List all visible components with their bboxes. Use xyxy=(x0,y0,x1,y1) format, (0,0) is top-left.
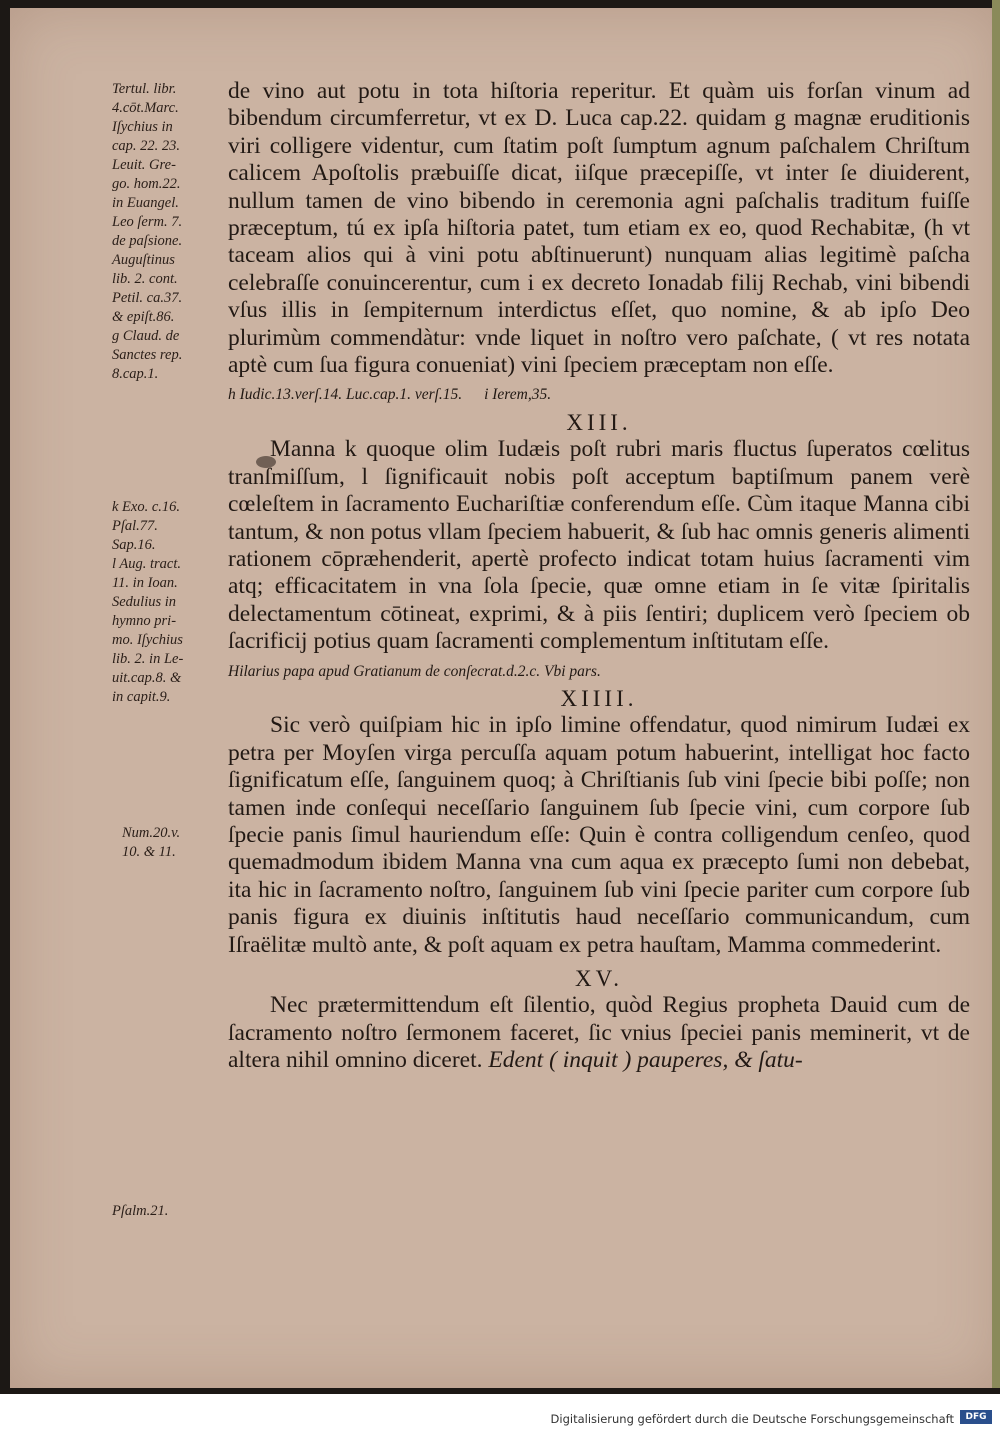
footnote-h-i xyxy=(228,381,970,408)
margin-note-4: Pſalm.21. xyxy=(112,1203,169,1219)
paragraph-3: Sic verò quiſpiam hic in ipſo limine offendatur, quod nimirum Iudæi ex petra per Moyſen virga percuſſa aquam potum habuerint, intelligat hoc facto ſignificatum eſſe, ſanguinem quoq; à Chriſtianis ſub vini ſpecie bibi poſſe; non tamen inde conſequi neceſſario ſanguinem ſub ſpecie vini, cum corpore ſub ſpecie panis ſimul hauriendum eſſe: Quin è contra colligendum cenſeo, quod quemadmodum ibidem Manna vna cum aqua ex præcepto ſumi non debebat, ita hic in ſacramento noſtro, ſanguinem ſub vini ſpecie pariter cum corpore ſub panis figura ex diuinis inſtitutis haud neceſſario communicandum, cum Iſraëlitæ multò ante, & poſt aquam ex petra hauſtam, Mamma commederint. xyxy=(228,712,970,958)
paragraph-2: Manna k quoque olim Iudæis poſt rubri maris fluctus ſuperatos cœlitus tranſmiſſum, l ſignificauit nobis poſt acceptum baptiſmum panem verè cœleſtem in ſacramento Euchariſtiæ conferendum eſſe. Cùm itaque Manna cibi tantum, & non potus vllam ſpeciem habuerit, & ſub hac omnis generis alimenti rationem cōpræhenderit, apertè profecto indicat totam huius ſacramenti vim atq; efficacitatem in vna ſola ſpecie, quæ omne etiam in ſe vitæ ſpiritalis delectamentum cōtineat, exprimi, & à piis ſentiri; duplicem verò ſpeciem ob ſacrificij potius quam ſacramenti complementum inſtitutam eſſe. xyxy=(228,436,970,655)
footnote-hilarius: Hilarius papa apud Gratianum de conſecrat.d.2.c. Vbi pars. xyxy=(228,662,601,680)
margin-note-1: Tertul. libr. 4.cōt.Marc. Iſychius in cap. 22. 23. Leuit. Gre- go. hom.22. in Euangel. Leo ſerm. 7. de paſsione. Auguſtinus lib. 2. cont. Petil. ca.37. & epiſt.86. g Claud. de Sanctes rep. 8.cap.1. xyxy=(112,81,183,382)
section-heading-15: XV. xyxy=(574,966,623,991)
paragraph-4-text: Nec prætermittendum eſt ſilentio, quòd Regius propheta Dauid cum de ſacramento noſtro ſermonem faceret, ſic vnius ſpeciei panis meminerit, vt de altera nihil omnino diceret. xyxy=(228,992,970,1074)
paragraph-1: de vino aut potu in tota hiſtoria reperitur. Et quàm uis forſan vinum ad bibendum circumferretur, vt ex D. Luca cap.22. quidam g magnæ eruditionis viri colligere videntur, cum ſtatim poſt ſumptum agnum paſchalem Chriſtum calicem Apoſtolis præbuiſſe dicat, iiſque præcepiſſe, vt inter ſe diuiderent, nullum tamen de vino bibendo in ceremonia agni paſchalis traditum fuiſſe præceptum, tú ex ipſa hiſtoria patet, tum etiam ex eo, quod Rechabitæ, (h vt taceam alios qui à vini potu abſtinuerunt) nunquam alias legitimè paſcha celebraſſe conuincerentur, cum i ex decreto Ionadab filij Rechab, vini bibendi vſus illis in ſempiternum interdictus eſſet, quo nomine, & ab ipſo Deo plurimùm commendàtur: vnde liquet in noſtro vero paſchate, ( vt res notata aptè cum ſua figura conueniat) vini ſpeciem præceptam non eſſe. xyxy=(228,78,970,379)
digitization-credit: Digitalisierung gefördert durch die Deutsche Forschungsgemeinschaft xyxy=(550,1412,954,1426)
page-edge xyxy=(992,0,1000,1388)
paragraph-4 xyxy=(228,992,970,1074)
margin-note-2: k Exo. c.16. Pſal.77. Sap.16. l Aug. tract. 11. in Ioan. Sedulius in hymno pri- mo. Iſychius lib. 2. in Le- uit.cap.8. & in capit.9. xyxy=(112,499,184,705)
section-heading-14: XIIII. xyxy=(560,685,638,711)
paragraph-4-quote: Edent ( inquit ) pauperes, & ſatu- xyxy=(488,1047,803,1074)
footnote-i: i Ierem,35. xyxy=(484,386,552,404)
main-text xyxy=(228,78,970,1075)
section-heading-13: XIII. xyxy=(566,409,632,435)
margin-note-3: Num.20.v. 10. & 11. xyxy=(122,825,181,860)
dfg-logo: DFG xyxy=(960,1410,992,1424)
footnote-h: h Iudic.13.verſ.14. Luc.cap.1. verſ.15. xyxy=(228,386,463,404)
